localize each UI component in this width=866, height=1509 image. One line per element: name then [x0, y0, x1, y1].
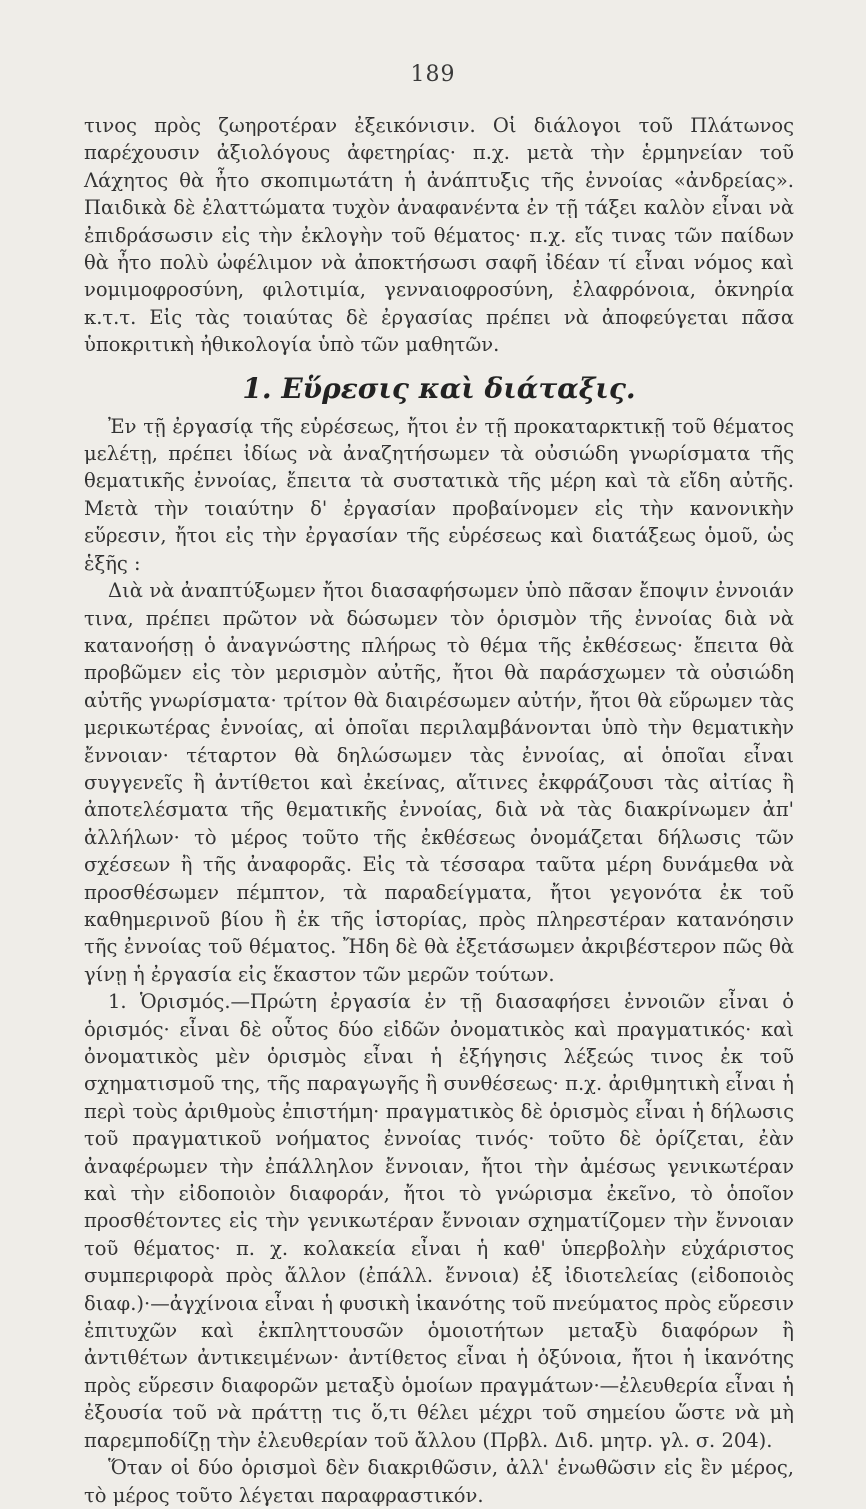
intro-paragraph: τινος πρὸς ζωηροτέραν ἐξεικόνισιν. Οἱ διάλογοι τοῦ Πλάτωνος παρέχουσιν ἀξιολόγους ἀφετηρίας· π.χ. μετὰ τὴν ἑρμηνείαν τοῦ Λάχητος θὰ ἦτο σκοπιμωτάτη ἡ ἀνάπτυξις τῆς ἐννοίας «ἀνδρείας». Παιδικὰ δὲ ἐλαττώματα τυχὸν ἀναφανέντα ἐν τῇ τάξει καλὸν εἶναι νὰ ἐπιδράσωσιν εἰς τὴν ἐκλογὴν τοῦ θέματος· π.χ. εἴς τινας τῶν παίδων θὰ ἦτο πολὺ ὠφέλιμον νὰ ἀποκτήσωσι σαφῆ ἰδέαν τί εἶναι νόμος καὶ νομιμοφροσύνη, φιλοτιμία, γενναιοφροσύνη, ἐλαφρόνοια, ὀκνηρία κ.τ.τ. Εἰς τὰς τοιαύτας δὲ ἐργασίας πρέπει νὰ ἀποφεύγεται πᾶσα ὑποκριτικὴ ἠθικολογία ὑπὸ τῶν μαθητῶν. [84, 114, 794, 357]
section-number: 1. [242, 371, 272, 405]
paragraph-definition: 1. Ὁρισμός.—Πρώτη ἐργασία ἐν τῇ διασαφήσει ἐννοιῶν εἶναι ὁ ὁρισμός· εἶναι δὲ οὗτος δύο εἰδῶν ὀνοματικὸς καὶ πραγματικός· καὶ ὀνοματικὸς μὲν ὁρισμὸς εἶναι ἡ ἐξήγησις λέξεώς τινος ἐκ τοῦ σχηματισμοῦ της, τῆς παραγωγῆς ἢ συνθέσεως· π.χ. ἀριθμητικὴ εἶναι ἡ περὶ τοὺς ἀριθμοὺς ἐπιστήμη· πραγματικὸς δὲ ὁρισμὸς εἶναι ἡ δήλωσις τοῦ πραγματικοῦ νοήματος ἐννοίας τινός· τοῦτο δὲ ὁρίζεται, ἐὰν ἀναφέρωμεν τὴν ἐπάλληλον ἔννοιαν, ἤτοι τὴν ἀμέσως γενικωτέραν καὶ τὴν εἰδοποιὸν διαφοράν, ἤτοι τὸ γνώρισμα ἐκεῖνο, τὸ ὁποῖον προσθέτοντες εἰς τὴν γενικωτέραν ἔννοιαν σχηματίζομεν τὴν ἔννοιαν τοῦ θέματος· π. χ. κολακεία εἶναι ἡ καθ' ὑπερβολὴν εὐχάριστος συμπεριφορὰ πρὸς ἄλλον (ἐπάλλ. ἔννοια) ἐξ ἰδιοτελείας (εἰδοποιὸς διαφ.)·—ἀγχίνοια εἶναι ἡ φυσικὴ ἱκανότης τοῦ πνεύματος πρὸς εὕρεσιν ἐπιτυχῶν καὶ ἐκπληττουσῶν ὁμοιοτήτων μεταξὺ διαφόρων ἢ ἀντιθέτων ἀντικειμένων· ἀντίθετος εἶναι ἡ ὀξύνοια, ἤτοι ἡ ἱκανότης πρὸς εὕρεσιν διαφορῶν μεταξὺ ὁμοίων πραγμάτων·—ἐλευθερία εἶναι ἡ ἐξουσία τοῦ νὰ πράττῃ τις ὅ,τι θέλει μέχρι τοῦ σημείου ὥστε νὰ μὴ παρεμποδίζῃ τὴν ἐλευθερίαν τοῦ ἄλλου (Πρβλ. Διδ. μητρ. γλ. σ. 204). [84, 990, 794, 1452]
body-text [84, 112, 794, 1509]
paragraph-invention: Ἐν τῇ ἐργασίᾳ τῆς εὑρέσεως, ἤτοι ἐν τῇ προκαταρκτικῇ τοῦ θέματος μελέτῃ, πρέπει ἰδίως νὰ ἀναζητήσωμεν τὰ οὐσιώδη γνωρίσματα τῆς θεματικῆς ἐννοίας, ἔπειτα τὰ συστατικὰ τῆς μέρη καὶ τὰ εἴδη αὐτῆς. Μετὰ τὴν τοιαύτην δ' ἐργασίαν προβαίνομεν εἰς τὴν κανονικὴν εὕρεσιν, ἤτοι εἰς τὴν ἐργασίαν τῆς εὑρέσεως καὶ διατάξεως ὁμοῦ, ὡς ἑξῆς : [84, 414, 794, 575]
page-number: 189 [410, 62, 456, 87]
section-title: Εὕρεσις καὶ διάταξις. [281, 371, 636, 405]
section-heading [84, 369, 794, 409]
paragraph-development: Διὰ νὰ ἀναπτύξωμεν ἤτοι διασαφήσωμεν ὑπὸ πᾶσαν ἔποψιν ἐννοιάν τινα, πρέπει πρῶτον νὰ δώσωμεν τὸν ὁρισμὸν τῆς ἐννοίας διὰ νὰ κατανοήσῃ ὁ ἀναγνώστης πλήρως τὸ θέμα τῆς ἐκθέσεως· ἔπειτα θὰ προβῶμεν εἰς τὸν μερισμὸν αὐτῆς, ἤτοι θὰ παράσχωμεν τὰ οὐσιώδη αὐτῆς γνωρίσματα· τρίτον θὰ διαιρέσωμεν αὐτήν, ἤτοι θὰ εὕρωμεν τὰς μερικωτέρας ἐννοίας, αἱ ὁποῖαι περιλαμβάνονται ὑπὸ τὴν θεματικὴν ἔννοιαν· τέταρτον θὰ δηλώσωμεν τὰς ἐννοίας, αἱ ὁποῖαι εἶναι συγγενεῖς ἢ ἀντίθετοι καὶ ἐκείνας, αἵτινες ἐκφράζουσι τὰς αἰτίας ἢ ἀποτελέσματα τῆς θεματικῆς ἐννοίας, διὰ νὰ τὰς διακρίνωμεν ἀπ' ἀλλήλων· τὸ μέρος τοῦτο τῆς ἐκθέσεως ὀνομάζεται δήλωσις τῶν σχέσεων ἢ τῆς ἀναφορᾶς. Εἰς τὰ τέσσαρα ταῦτα μέρη δυνάμεθα νὰ προσθέσωμεν πέμπτον, τὰ παραδείγματα, ἤτοι γεγονότα ἐκ τοῦ καθημερινοῦ βίου ἢ ἐκ τῆς ἱστορίας, πρὸς πληρεστέραν κατανόησιν τῆς ἐννοίας τοῦ θέματος. Ἤδη δὲ θὰ ἐξετάσωμεν ἀκριβέστερον πῶς θὰ γίνῃ ἡ ἐργασία εἰς ἕκαστον τῶν μερῶν τούτων. [84, 579, 794, 986]
paragraph-paraphrastic: Ὅταν οἱ δύο ὁρισμοὶ δὲν διακριθῶσιν, ἀλλ' ἑνωθῶσιν εἰς ἓν μέρος, τὸ μέρος τοῦτο λέγεται παραφραστικόν. [84, 1456, 794, 1507]
